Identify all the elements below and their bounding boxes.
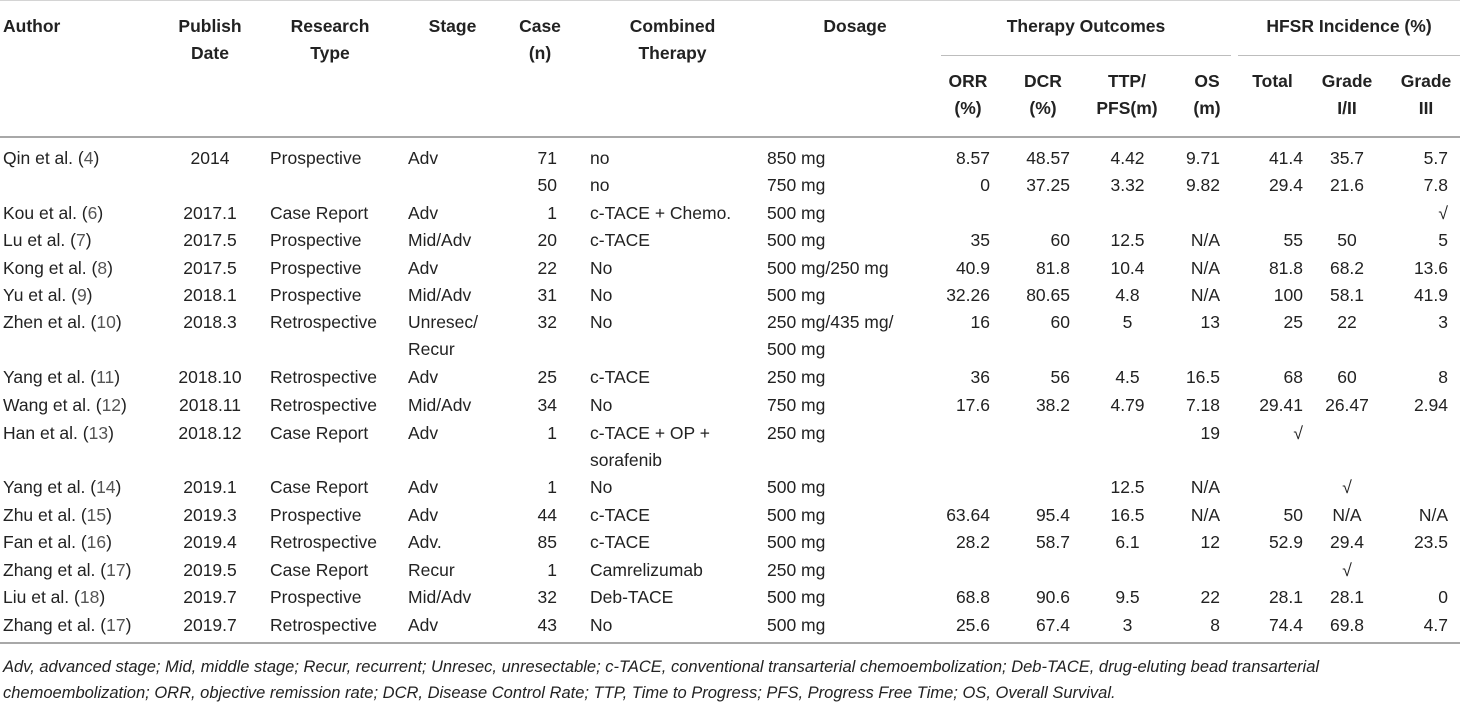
- cell-g12: 28.1: [1329, 587, 1365, 607]
- cell-author: Fan et al. (16): [3, 532, 112, 552]
- cell-g3: N/A: [1418, 505, 1448, 525]
- cell-stage: Adv: [408, 477, 439, 497]
- cell-os: N/A: [1190, 505, 1220, 525]
- cell-publish-date: 2019.1: [183, 477, 237, 497]
- cell-publish-date: 2018.11: [179, 395, 241, 415]
- cell-research-type: Prospective: [270, 505, 362, 525]
- cell-publish-date: 2019.3: [183, 505, 237, 525]
- cell-g3: 41.9: [1413, 285, 1448, 305]
- cell-dcr: 60: [1050, 230, 1070, 250]
- cell-g3: 23.5: [1413, 532, 1448, 552]
- cell-dcr: 81.8: [1035, 258, 1070, 278]
- cell-ttp: 6.1: [1115, 532, 1140, 552]
- cell-g12: 22: [1337, 312, 1357, 332]
- cell-orr: 32.26: [946, 285, 990, 305]
- cell-total: 68: [1283, 367, 1303, 387]
- cell-research-type: Prospective: [270, 230, 362, 250]
- cell-research-type: Retrospective: [270, 532, 377, 552]
- reference-link[interactable]: 9: [76, 285, 87, 305]
- cell-publish-date: 2018.3: [183, 312, 237, 332]
- cell-combined-therapy: c-TACE: [590, 505, 650, 525]
- cell-case: 22: [537, 258, 557, 278]
- reference-link[interactable]: 7: [75, 230, 86, 250]
- cell-dosage: 500 mg: [767, 505, 826, 525]
- cell-research-type: Case Report: [270, 560, 369, 580]
- cell-g12: 26.47: [1325, 395, 1369, 415]
- cell-publish-date: 2019.4: [183, 532, 237, 552]
- cell-dosage: 500 mg: [767, 285, 826, 305]
- cell-case: 1: [547, 560, 557, 580]
- cell-stage: Adv.: [408, 532, 442, 552]
- cell-g12: 21.6: [1329, 175, 1365, 195]
- cell-stage: Adv: [408, 148, 439, 168]
- cell-author: Yang et al. (11): [3, 367, 121, 387]
- cell-research-type: Retrospective: [270, 395, 377, 415]
- cell-stage: Adv: [408, 615, 439, 635]
- cell-research-type: Prospective: [270, 258, 362, 278]
- cell-dosage: 250 mg/435 mg/ 500 mg: [767, 312, 894, 359]
- cell-combined-therapy: No: [590, 395, 613, 415]
- cell-orr: 8.57: [955, 148, 990, 168]
- cell-author: Wang et al. (12): [3, 395, 127, 415]
- cell-case: 1: [547, 423, 557, 443]
- header-research-type: Research Type: [290, 16, 370, 63]
- header-hfsr-incidence: HFSR Incidence (%): [1266, 16, 1432, 36]
- cell-ttp: 3.32: [1110, 175, 1145, 195]
- cell-combined-therapy: no: [590, 148, 610, 168]
- cell-os: 9.82: [1185, 175, 1220, 195]
- cell-author: Yu et al. (9): [3, 285, 93, 305]
- cell-total: 52.9: [1268, 532, 1303, 552]
- cell-dcr: 95.4: [1035, 505, 1070, 525]
- cell-os: N/A: [1190, 285, 1220, 305]
- cell-case: 31: [537, 285, 557, 305]
- cell-dcr: 80.65: [1026, 285, 1070, 305]
- cell-author: Kong et al. (8): [3, 258, 113, 278]
- cell-ttp: 12.5: [1110, 230, 1145, 250]
- cell-publish-date: 2018.10: [178, 367, 242, 387]
- cell-os: 19: [1200, 423, 1220, 443]
- cell-ttp: 16.5: [1110, 505, 1145, 525]
- reference-link[interactable]: 11: [96, 367, 115, 387]
- cell-dosage: 500 mg/250 mg: [767, 258, 889, 278]
- cell-author: Zhang et al. (17): [3, 615, 132, 635]
- cell-dosage: 250 mg: [767, 423, 826, 443]
- table-top-rule: [0, 0, 1460, 1]
- cell-total: 25: [1283, 312, 1303, 332]
- cell-case: 44: [537, 505, 557, 525]
- cell-stage: Adv: [408, 367, 439, 387]
- cell-g12: 29.4: [1329, 532, 1365, 552]
- cell-dcr: 37.25: [1026, 175, 1070, 195]
- cell-author: Zhen et al. (10): [3, 312, 122, 332]
- cell-case: 25: [537, 367, 557, 387]
- cell-orr: 35: [970, 230, 990, 250]
- cell-combined-therapy: c-TACE: [590, 532, 650, 552]
- cell-research-type: Case Report: [270, 477, 369, 497]
- cell-author: Yang et al. (14): [3, 477, 122, 497]
- cell-dosage: 500 mg: [767, 230, 826, 250]
- header-dosage: Dosage: [823, 16, 887, 36]
- cell-total: 29.4: [1268, 175, 1303, 195]
- cell-case: 43: [537, 615, 557, 635]
- cell-research-type: Retrospective: [270, 615, 377, 635]
- cell-stage: Mid/Adv: [408, 230, 472, 250]
- cell-author: Qin et al. (4): [3, 148, 100, 168]
- reference-link[interactable]: 4: [83, 148, 94, 168]
- cell-os: 13: [1200, 312, 1220, 332]
- cell-dcr: 67.4: [1035, 615, 1070, 635]
- cell-ttp: 12.5: [1110, 477, 1145, 497]
- header-ttp-pfs: TTP/ PFS(m): [1096, 71, 1158, 118]
- cell-orr: 63.64: [946, 505, 990, 525]
- cell-stage: Adv: [408, 505, 439, 525]
- cell-g3: √: [1438, 203, 1448, 223]
- cell-dosage: 500 mg: [767, 203, 826, 223]
- cell-orr: 40.9: [955, 258, 990, 278]
- header-grade-3: Grade III: [1400, 71, 1452, 118]
- cell-case: 32: [537, 312, 557, 332]
- cell-case: 34: [537, 395, 557, 415]
- header-dcr: DCR (%): [1024, 71, 1062, 118]
- cell-g12: N/A: [1332, 505, 1362, 525]
- header-stage: Stage: [428, 16, 477, 36]
- cell-g12: 68.2: [1329, 258, 1365, 278]
- cell-g3: 2.94: [1413, 395, 1448, 415]
- reference-link[interactable]: 14: [96, 477, 116, 497]
- cell-total: 74.4: [1268, 615, 1303, 635]
- cell-publish-date: 2019.7: [183, 587, 237, 607]
- header-case: Case (n): [519, 16, 561, 63]
- cell-total: 81.8: [1268, 258, 1303, 278]
- cell-g12: 35.7: [1329, 148, 1365, 168]
- cell-g12: 60: [1337, 367, 1357, 387]
- cell-ttp: 4.5: [1115, 367, 1140, 387]
- cell-stage: Mid/Adv: [408, 285, 472, 305]
- cell-case: 1: [547, 203, 557, 223]
- cell-dosage: 850 mg: [767, 148, 826, 168]
- cell-research-type: Case Report: [270, 423, 369, 443]
- cell-g12: √: [1342, 477, 1352, 497]
- reference-link[interactable]: 8: [97, 258, 108, 278]
- cell-publish-date: 2014: [190, 148, 230, 168]
- cell-publish-date: 2018.12: [178, 423, 242, 443]
- cell-g12: 50: [1337, 230, 1357, 250]
- cell-g3: 8: [1438, 367, 1448, 387]
- cell-publish-date: 2019.5: [183, 560, 237, 580]
- cell-dosage: 250 mg: [767, 560, 826, 580]
- cell-dcr: 56: [1050, 367, 1070, 387]
- cell-os: 16.5: [1185, 367, 1220, 387]
- cell-combined-therapy: No: [590, 258, 613, 278]
- cell-orr: 16: [970, 312, 990, 332]
- cell-combined-therapy: c-TACE + OP + sorafenib: [590, 423, 710, 470]
- header-combined-therapy: Combined Therapy: [629, 16, 716, 63]
- cell-combined-therapy: c-TACE: [590, 230, 650, 250]
- cell-total: 28.1: [1268, 587, 1303, 607]
- cell-combined-therapy: No: [590, 312, 613, 332]
- cell-author: Zhu et al. (15): [3, 505, 112, 525]
- cell-author: Han et al. (13): [3, 423, 114, 443]
- cell-stage: Adv: [408, 258, 439, 278]
- cell-publish-date: 2019.7: [183, 615, 237, 635]
- cell-dosage: 500 mg: [767, 615, 826, 635]
- cell-stage: Mid/Adv: [408, 395, 472, 415]
- header-os: OS (m): [1193, 71, 1221, 118]
- cell-case: 85: [537, 532, 557, 552]
- header-orr: ORR (%): [948, 71, 988, 118]
- cell-total: 55: [1283, 230, 1303, 250]
- cell-research-type: Case Report: [270, 203, 369, 223]
- cell-author: Kou et al. (6): [3, 203, 104, 223]
- cell-g3: 0: [1438, 587, 1448, 607]
- cell-dcr: 60: [1050, 312, 1070, 332]
- header-total: Total: [1252, 71, 1293, 91]
- header-grade-1-2: Grade I/II: [1321, 71, 1373, 118]
- cell-stage: Recur: [408, 560, 455, 580]
- cell-orr: 28.2: [955, 532, 990, 552]
- table-bottom-rule: [0, 642, 1460, 644]
- cell-ttp: 4.42: [1110, 148, 1145, 168]
- cell-dosage: 500 mg: [767, 587, 826, 607]
- cell-dcr: 58.7: [1035, 532, 1070, 552]
- cell-os: N/A: [1190, 230, 1220, 250]
- cell-dosage: 750 mg: [767, 395, 826, 415]
- cell-orr: 36: [970, 367, 990, 387]
- cell-combined-therapy: No: [590, 477, 613, 497]
- cell-g12: 58.1: [1329, 285, 1365, 305]
- cell-case: 32: [537, 587, 557, 607]
- cell-total: 41.4: [1268, 148, 1303, 168]
- reference-link[interactable]: 15: [86, 505, 107, 525]
- cell-publish-date: 2017.5: [183, 258, 237, 278]
- cell-author: Lu et al. (7): [3, 230, 92, 250]
- cell-combined-therapy: No: [590, 615, 613, 635]
- cell-publish-date: 2017.5: [183, 230, 237, 250]
- cell-os: 22: [1200, 587, 1220, 607]
- cell-research-type: Prospective: [270, 285, 362, 305]
- cell-dosage: 500 mg: [767, 532, 826, 552]
- reference-link[interactable]: 18: [79, 587, 100, 607]
- cell-dcr: 48.57: [1026, 148, 1070, 168]
- reference-link[interactable]: 17: [106, 615, 126, 635]
- reference-link[interactable]: 17: [106, 560, 126, 580]
- reference-link[interactable]: 6: [87, 203, 98, 223]
- reference-link[interactable]: 13: [88, 423, 109, 443]
- reference-link[interactable]: 12: [101, 395, 122, 415]
- cell-orr: 68.8: [955, 587, 990, 607]
- cell-research-type: Prospective: [270, 148, 362, 168]
- cell-total: 29.41: [1259, 395, 1303, 415]
- cell-orr: 0: [980, 175, 990, 195]
- cell-combined-therapy: c-TACE: [590, 367, 650, 387]
- cell-os: 8: [1210, 615, 1220, 635]
- cell-ttp: 3: [1122, 615, 1133, 635]
- cell-stage: Mid/Adv: [408, 587, 472, 607]
- cell-research-type: Retrospective: [270, 312, 377, 332]
- cell-author: Zhang et al. (17): [3, 560, 132, 580]
- cell-stage: Adv: [408, 423, 439, 443]
- cell-dcr: 90.6: [1035, 587, 1070, 607]
- cell-case: 20: [537, 230, 557, 250]
- cell-g3: 5.7: [1423, 148, 1448, 168]
- cell-g3: 4.7: [1423, 615, 1448, 635]
- cell-g3: 5: [1438, 230, 1448, 250]
- cell-ttp: 5: [1122, 312, 1133, 332]
- hfsr-group-rule: [1238, 55, 1460, 56]
- cell-combined-therapy: Camrelizumab: [590, 560, 703, 580]
- cell-os: N/A: [1190, 477, 1220, 497]
- cell-case: 50: [537, 175, 557, 195]
- cell-case: 1: [547, 477, 557, 497]
- cell-total: √: [1293, 423, 1303, 443]
- cell-dosage: 500 mg: [767, 477, 826, 497]
- cell-dosage: 250 mg: [767, 367, 826, 387]
- cell-total: 100: [1273, 285, 1303, 305]
- cell-combined-therapy: no: [590, 175, 610, 195]
- cell-os: 12: [1200, 532, 1220, 552]
- cell-ttp: 4.79: [1110, 395, 1145, 415]
- cell-combined-therapy: No: [590, 285, 613, 305]
- cell-combined-therapy: c-TACE + Chemo.: [590, 203, 732, 223]
- cell-os: 9.71: [1185, 148, 1220, 168]
- cell-orr: 25.6: [955, 615, 990, 635]
- cell-total: 50: [1283, 505, 1303, 525]
- cell-case: 71: [537, 148, 557, 168]
- header-therapy-outcomes: Therapy Outcomes: [1006, 16, 1166, 36]
- cell-g3: 7.8: [1423, 175, 1448, 195]
- cell-publish-date: 2017.1: [183, 203, 237, 223]
- cell-stage: Adv: [408, 203, 439, 223]
- cell-g3: 13.6: [1413, 258, 1448, 278]
- cell-combined-therapy: Deb-TACE: [590, 587, 674, 607]
- cell-dcr: 38.2: [1035, 395, 1070, 415]
- cell-os: N/A: [1190, 258, 1220, 278]
- cell-research-type: Retrospective: [270, 367, 377, 387]
- cell-g12: 69.8: [1329, 615, 1365, 635]
- cell-ttp: 4.8: [1115, 285, 1140, 305]
- cell-g12: √: [1342, 560, 1352, 580]
- cell-orr: 17.6: [955, 395, 990, 415]
- header-publish-date: Publish Date: [178, 16, 242, 63]
- reference-link[interactable]: 10: [96, 312, 116, 332]
- cell-author: Liu et al. (18): [3, 587, 106, 607]
- cell-publish-date: 2018.1: [183, 285, 237, 305]
- cell-stage: Unresec/ Recur: [408, 312, 479, 359]
- outcomes-group-rule: [941, 55, 1231, 56]
- cell-os: 7.18: [1185, 395, 1220, 415]
- header-author: Author: [3, 16, 61, 36]
- table-footnote: Adv, advanced stage; Mid, middle stage; Recur, recurrent; Unresec, unresectable; c-TACE, conventional transarterial chemoembolization; Deb-TACE, drug-eluting bead transarterial chemoembolization; ORR, objective remission rate; DCR, Disease Control Rate; TTP, Time to Progress; PFS, Progress Free Time; OS, Overall Survival.: [3, 658, 1320, 702]
- cell-research-type: Prospective: [270, 587, 362, 607]
- reference-link[interactable]: 16: [86, 532, 107, 552]
- cell-ttp: 10.4: [1110, 258, 1145, 278]
- cell-dosage: 750 mg: [767, 175, 826, 195]
- cell-ttp: 9.5: [1115, 587, 1140, 607]
- header-bottom-rule: [0, 136, 1460, 138]
- cell-g3: 3: [1438, 312, 1448, 332]
